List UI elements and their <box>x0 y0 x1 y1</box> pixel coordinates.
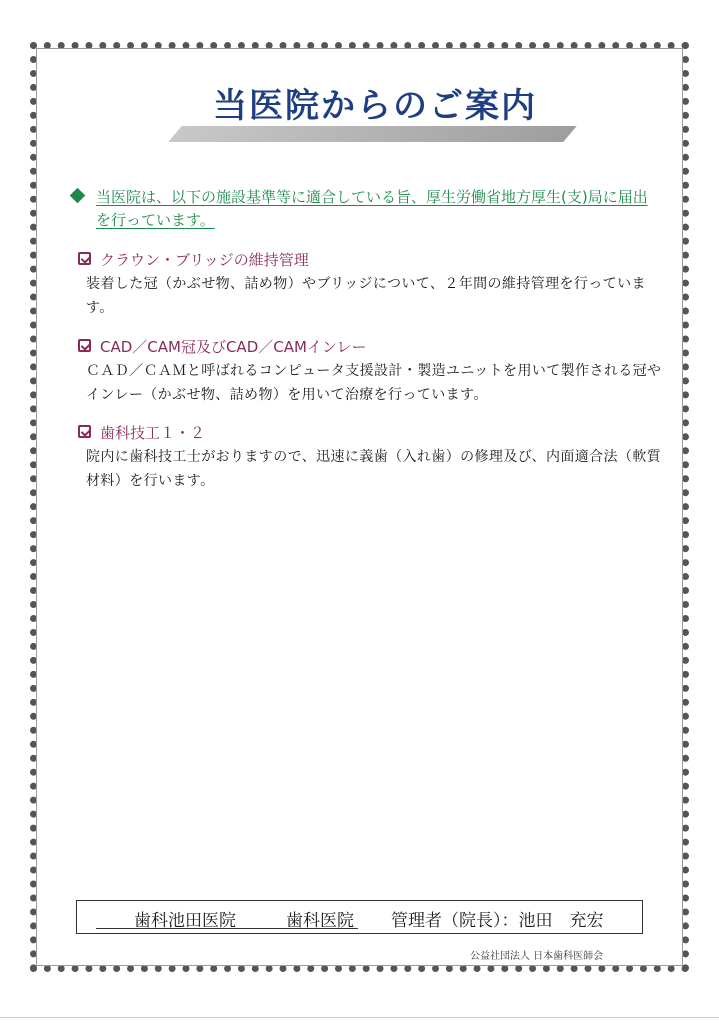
section-title: CAD／CAM冠及びCAD／CAMインレー <box>100 338 367 356</box>
title-banner <box>165 78 585 144</box>
checkbox-checked-icon <box>78 252 91 265</box>
checkbox-checked-icon <box>78 339 91 352</box>
section-cad-cam <box>72 337 662 407</box>
title-shadow-bar <box>168 126 576 142</box>
diamond-bullet-icon <box>70 188 86 204</box>
section-body: 院内に歯科技工士がおりますので、迅速に義歯（入れ歯）の修理及び、内面適合法（軟質材料）を行います。 <box>86 449 662 489</box>
section-dental-technician <box>72 423 662 493</box>
intro-notice <box>72 186 662 232</box>
section-title: クラウン・ブリッジの維持管理 <box>100 251 309 269</box>
bottom-rule <box>0 1017 719 1018</box>
section-body: ＣＡＤ／ＣＡＭと呼ばれるコンピュータ支援設計・製造ユニットを用いて製作される冠やインレー（かぶせ物、詰め物）を用いて治療を行っています。 <box>86 363 662 403</box>
clinic-manager: 管理者（院長）：池田 充宏 <box>391 911 604 931</box>
clinic-name: 歯科池田医院 <box>134 911 236 931</box>
section-title: 歯科技工１・２ <box>100 424 206 442</box>
section-body: 装着した冠（かぶせ物、詰め物）やブリッジについて、２年間の維持管理を行っています。 <box>86 276 646 316</box>
intro-text: 当医院は、以下の施設基準等に適合している旨、厚生労働省地方厚生(支)局に届出を行っています。 <box>96 188 648 229</box>
clinic-department: 歯科医院 <box>286 911 354 931</box>
credit-text: 公益社団法人 日本歯科医師会 <box>470 951 604 962</box>
checkbox-checked-icon <box>78 425 91 438</box>
section-crown-bridge <box>72 250 662 320</box>
page-title: 当医院からのご案内 <box>213 86 537 126</box>
